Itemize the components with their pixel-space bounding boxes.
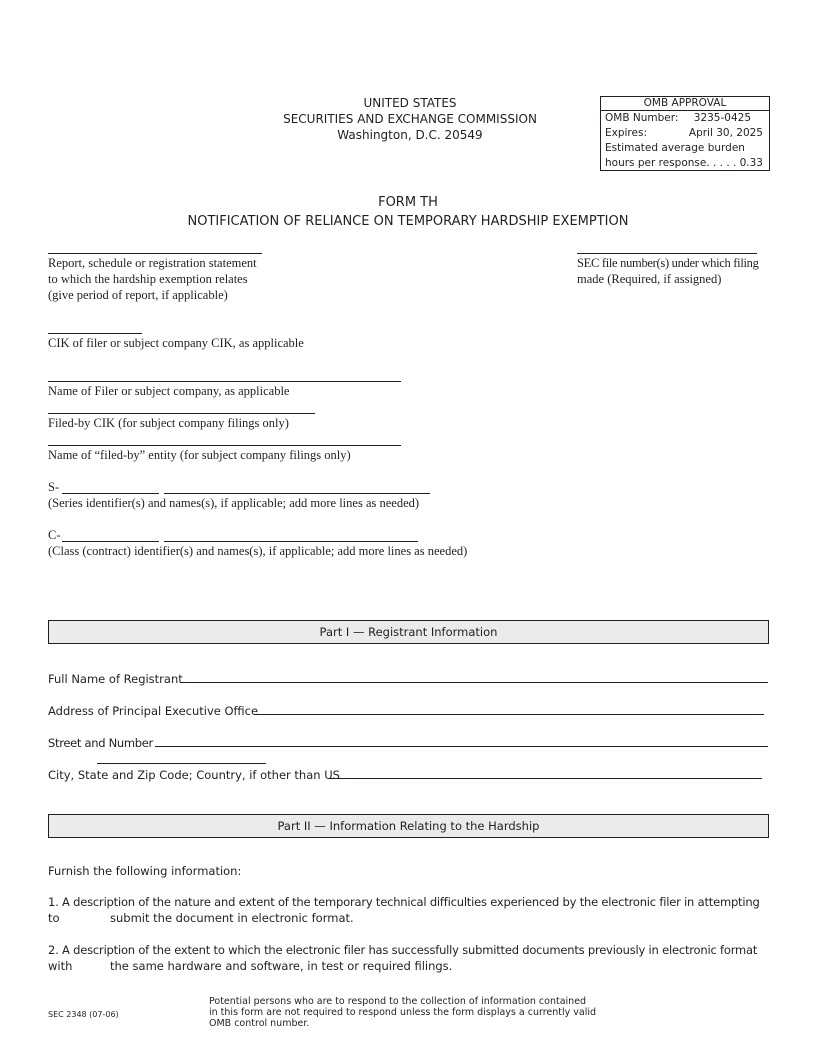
form-name: FORM TH [378, 195, 438, 210]
omb-expires-value: April 30, 2025 [688, 127, 763, 139]
sec-file-input-line[interactable] [577, 253, 757, 254]
omb-notice-line-3: OMB control number. [209, 1018, 310, 1029]
omb-notice-line-1: Potential persons who are to respond to the collection of information contained [209, 996, 587, 1007]
city-input-line[interactable] [328, 778, 762, 779]
series-id-input-line[interactable] [62, 493, 159, 494]
omb-burden-line-2: hours per response. . . . . [605, 157, 737, 169]
full-name-label: Full Name of Registrant [48, 672, 183, 686]
city-label: City, State and Zip Code; Country, if other than US [48, 768, 340, 782]
address-label: Address of Principal Executive Office [48, 704, 259, 718]
omb-burden-row-1 [601, 141, 769, 156]
class-name-input-line[interactable] [164, 541, 418, 542]
item-2-line-2b: the same hardware and software, in test or required filings. [110, 959, 453, 973]
report-input-line[interactable] [48, 253, 262, 254]
filed-by-name-input-line[interactable] [48, 445, 401, 446]
filed-by-cik-input-line[interactable] [48, 413, 315, 414]
omb-number-label: OMB Number: [605, 112, 679, 124]
series-label: (Series identifier(s) and names(s), if applicable; add more lines as needed) [48, 496, 420, 510]
report-label-line-1: Report, schedule or registration statement [48, 256, 257, 270]
sec-file-label [577, 255, 759, 287]
omb-burden-row-2 [601, 156, 769, 171]
agency-line-2: SECURITIES AND EXCHANGE COMMISSION [283, 112, 537, 126]
omb-notice [209, 996, 596, 1029]
omb-notice-line-2: in this form are not required to respond unless the form displays a currently valid [209, 1007, 597, 1018]
part-2-intro: Furnish the following information: [48, 864, 242, 878]
series-prefix: S- [48, 480, 60, 494]
item-2-line-1: 2. A description of the extent to which the electronic filer has successfully submitted documents previously in electronic format [48, 943, 758, 957]
form-title [100, 193, 716, 231]
agency-line-3: Washington, D.C. 20549 [337, 128, 483, 142]
part-2-header: Part II — Information Relating to the Hardship [48, 814, 769, 838]
sec-file-label-line-1: SEC file number(s) under which filing [577, 256, 759, 270]
street-input-line[interactable] [155, 746, 768, 747]
form-code: SEC 2348 (07-06) [48, 1010, 119, 1019]
item-1-line-2b: submit the document in electronic format. [110, 911, 354, 925]
report-label [48, 255, 257, 303]
filed-by-cik-label: Filed-by CIK (for subject company filings only) [48, 416, 289, 430]
omb-title: OMB APPROVAL [601, 97, 769, 111]
filer-name-label: Name of Filer or subject company, as applicable [48, 384, 290, 398]
omb-expires-label: Expires: [605, 127, 647, 139]
report-label-line-2: to which the hardship exemption relates [48, 272, 248, 286]
omb-burden-value: 0.33 [739, 157, 763, 169]
omb-number-value: 3235-0425 [693, 112, 751, 124]
street-label: Street and Number [48, 736, 153, 750]
cik-input-line[interactable] [48, 333, 142, 334]
class-label: (Class (contract) identifier(s) and names(s), if applicable; add more lines as needed) [48, 544, 468, 558]
omb-burden-line-1: Estimated average burden [605, 142, 745, 154]
omb-number-row [601, 111, 769, 126]
sec-file-label-line-2: made (Required, if assigned) [577, 272, 722, 286]
item-2-line-2a: with [48, 959, 73, 973]
form-subtitle: NOTIFICATION OF RELIANCE ON TEMPORARY HARDSHIP EXEMPTION [187, 214, 629, 229]
item-1-line-2a: to [48, 911, 60, 925]
agency-line-1: UNITED STATES [363, 96, 457, 110]
street-extra-input-line[interactable] [97, 763, 266, 764]
omb-approval-box [600, 96, 770, 171]
agency-heading [250, 95, 570, 143]
filed-by-name-label: Name of “filed-by” entity (for subject company filings only) [48, 448, 351, 462]
address-input-line[interactable] [254, 714, 764, 715]
full-name-input-line[interactable] [180, 682, 768, 683]
class-prefix: C- [48, 528, 61, 542]
class-id-input-line[interactable] [62, 541, 159, 542]
report-label-line-3: (give period of report, if applicable) [48, 288, 228, 302]
omb-expires-row [601, 126, 769, 141]
cik-label: CIK of filer or subject company CIK, as applicable [48, 336, 304, 350]
series-name-input-line[interactable] [164, 493, 430, 494]
part-1-header: Part I — Registrant Information [48, 620, 769, 644]
filer-name-input-line[interactable] [48, 381, 401, 382]
item-1-line-1: 1. A description of the nature and extent of the temporary technical difficulties experienced by the electronic filer in attempting [48, 895, 760, 909]
